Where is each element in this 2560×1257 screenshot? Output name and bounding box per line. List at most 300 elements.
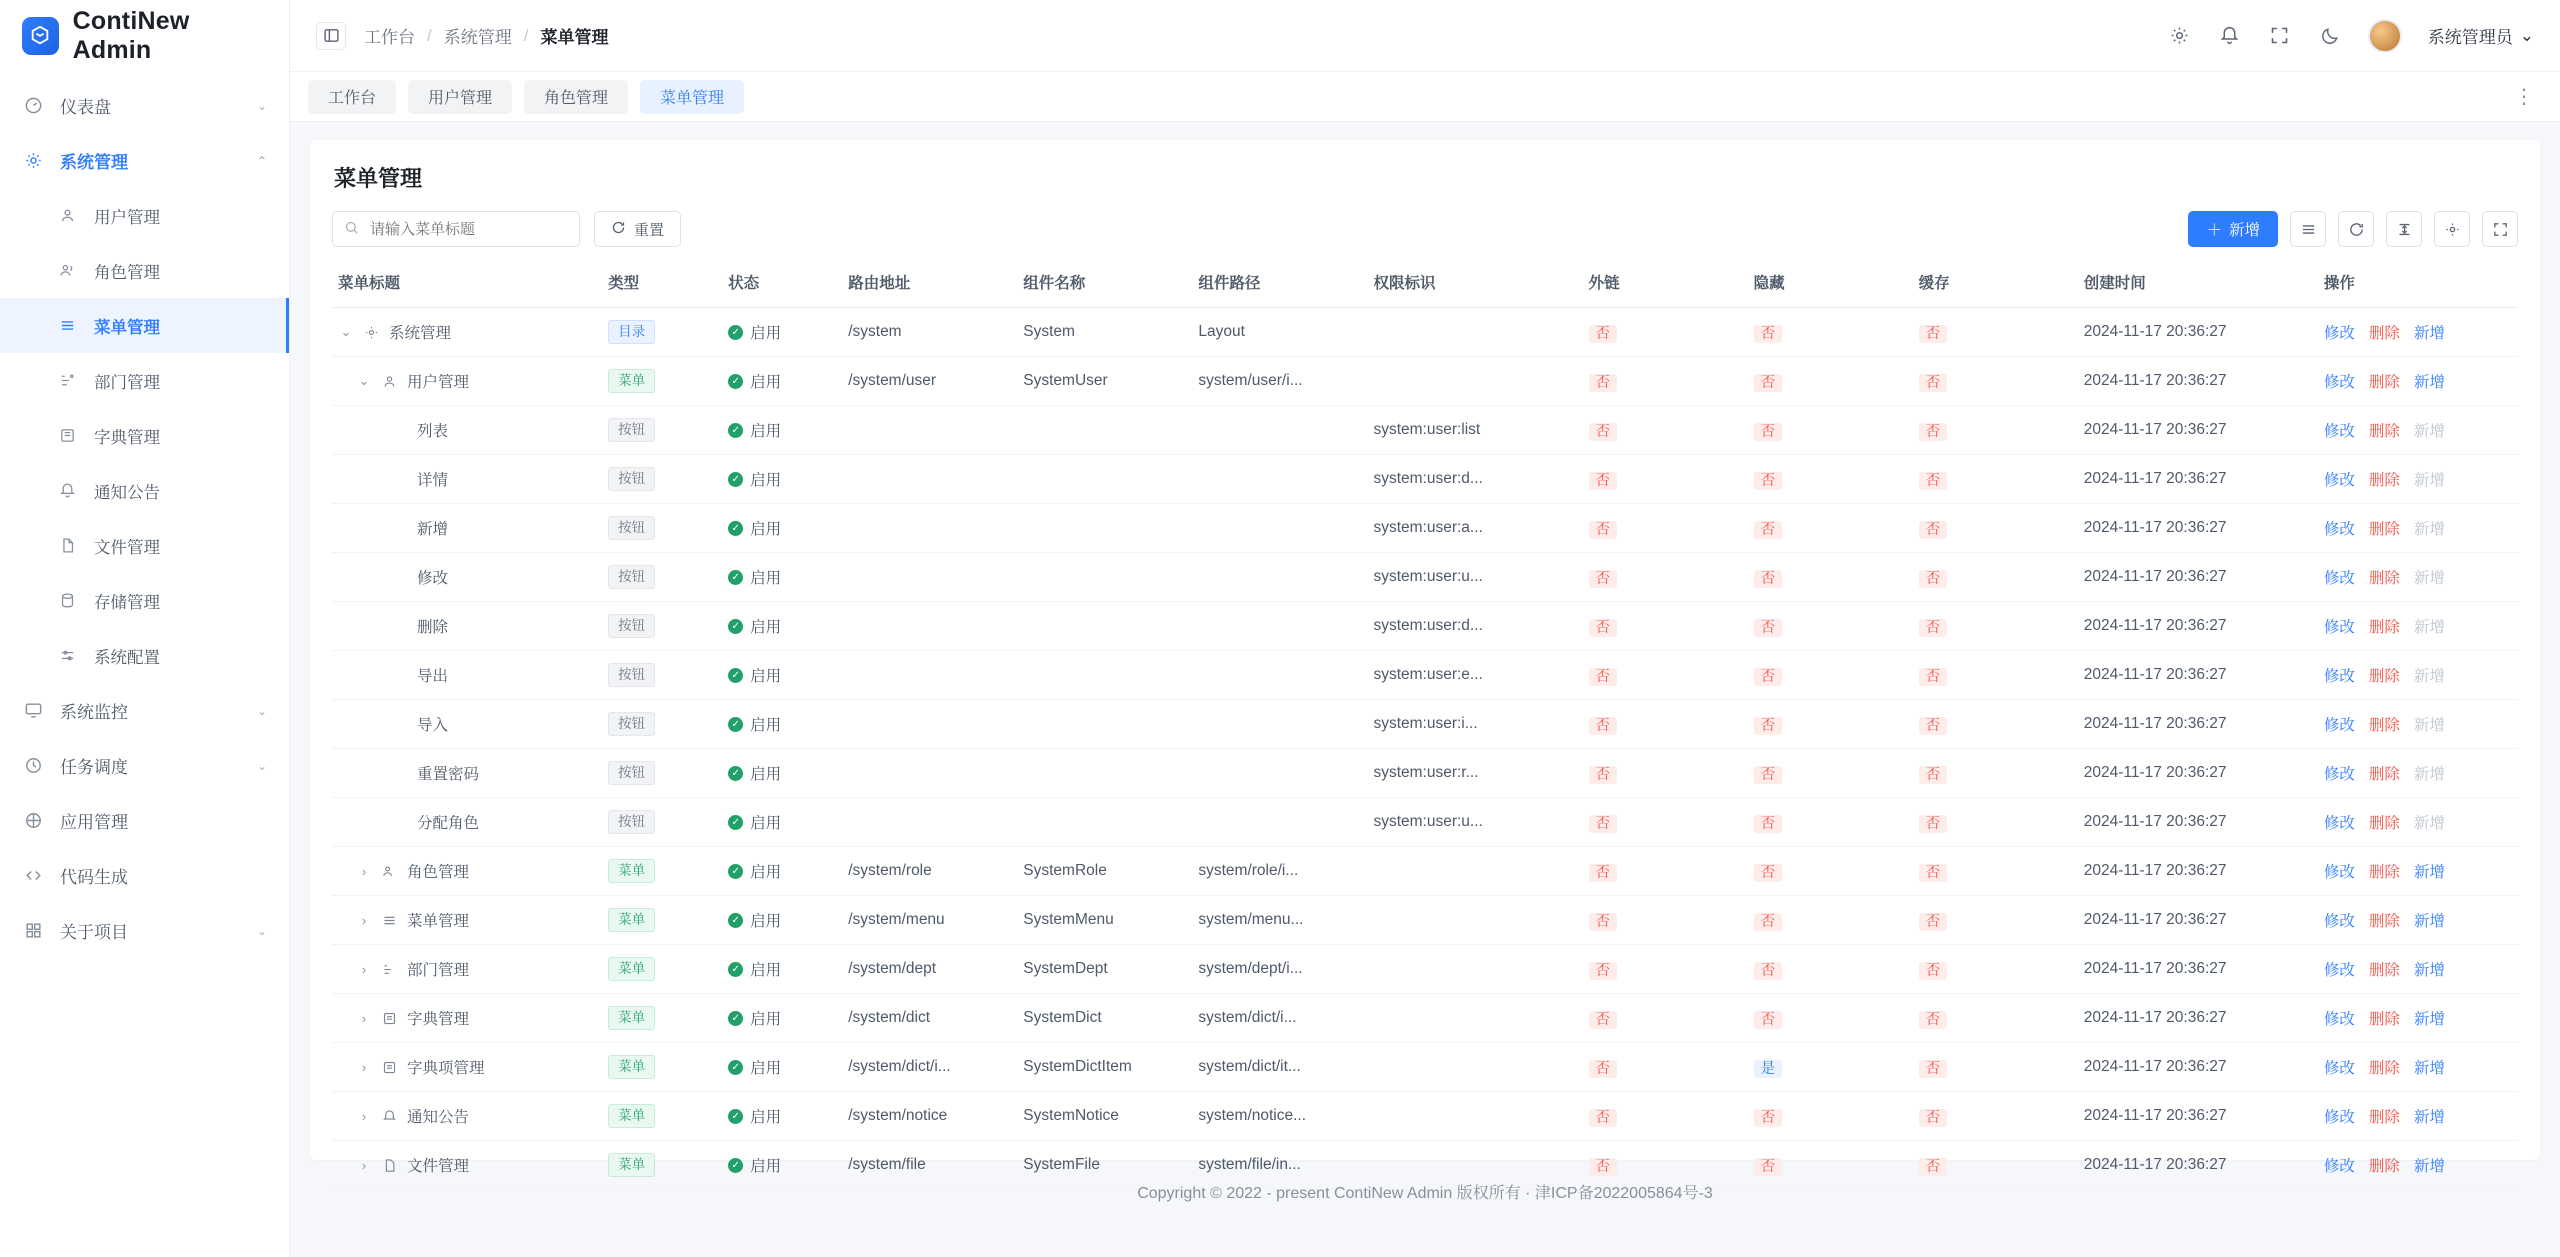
- delete-link[interactable]: 删除: [2368, 1158, 2400, 1175]
- menu-icon: [381, 913, 398, 928]
- cell-status: [722, 1043, 842, 1092]
- cell-permission: system:user:a...: [1367, 504, 1582, 553]
- cell-external: 否: [1583, 896, 1748, 945]
- dark-mode-icon[interactable]: [2318, 24, 2342, 48]
- collapse-sidebar-icon[interactable]: [316, 22, 346, 50]
- cell-permission: [1367, 945, 1582, 994]
- add-link: 新增: [2413, 570, 2445, 587]
- tab-bar: [290, 72, 2560, 122]
- menu-title-label: 字典管理: [407, 1011, 470, 1028]
- edit-link[interactable]: 修改: [2323, 962, 2355, 979]
- cell-status: [722, 1092, 842, 1141]
- table-row[interactable]: [332, 357, 2518, 406]
- sidebar-item-role-management[interactable]: [0, 243, 289, 298]
- menu-title-label: 删除: [417, 619, 449, 636]
- sidebar-item-label: 系统管理: [60, 153, 128, 172]
- delete-link[interactable]: 删除: [2368, 472, 2400, 489]
- cell-permission: [1367, 1092, 1582, 1141]
- delete-link[interactable]: 删除: [2368, 325, 2400, 342]
- grid-icon: [22, 921, 44, 940]
- cell-hidden: 否: [1748, 406, 1913, 455]
- chevron-down-icon[interactable]: ⌄: [358, 373, 370, 388]
- cell-component-name: SystemNotice: [1017, 1092, 1192, 1141]
- edit-link[interactable]: 修改: [2323, 374, 2355, 391]
- cell-title: [332, 896, 602, 945]
- cell-type: [602, 700, 722, 749]
- table-header: [332, 257, 2518, 308]
- cell-route: /system/notice: [842, 1092, 1017, 1141]
- cell-create-time: 2024-11-17 20:36:27: [2078, 945, 2318, 994]
- more-vertical-icon[interactable]: ⋮: [2514, 86, 2536, 108]
- cell-external: 否: [1583, 1092, 1748, 1141]
- status-label: 启用: [750, 766, 782, 783]
- cell-permission: system:user:e...: [1367, 651, 1582, 700]
- cell-type: [602, 994, 722, 1043]
- sidebar-item-notice[interactable]: [0, 463, 289, 518]
- add-link: 新增: [2413, 815, 2445, 832]
- cell-route: /system/role: [842, 847, 1017, 896]
- cell-permission: system:user:d...: [1367, 455, 1582, 504]
- menu-title-label: 分配角色: [417, 815, 480, 832]
- cell-type: [602, 749, 722, 798]
- status-ok-icon: ✓: [728, 1158, 743, 1173]
- edit-link[interactable]: 修改: [2323, 717, 2355, 734]
- chevron-right-icon[interactable]: ›: [361, 961, 367, 977]
- col-route: 路由地址: [842, 257, 1017, 308]
- cell-title: [332, 847, 602, 896]
- brand-name: ContiNew Admin: [72, 7, 190, 64]
- type-badge: 按钮: [608, 614, 655, 638]
- bell-icon: [381, 1109, 398, 1124]
- cell-title: [332, 553, 602, 602]
- table-row[interactable]: [332, 651, 2518, 700]
- cell-type: [602, 357, 722, 406]
- add-link[interactable]: 新增: [2413, 1109, 2445, 1126]
- delete-link[interactable]: 删除: [2368, 815, 2400, 832]
- table-row[interactable]: [332, 1043, 2518, 1092]
- refresh-icon: [611, 220, 626, 239]
- type-badge: 菜单: [608, 859, 655, 883]
- fullscreen-icon[interactable]: [2268, 24, 2292, 48]
- bell-icon[interactable]: [2218, 24, 2242, 48]
- table-row[interactable]: [332, 798, 2518, 847]
- breadcrumb-separator: /: [427, 25, 432, 45]
- cell-status: [722, 945, 842, 994]
- breadcrumb-item-1[interactable]: 系统管理: [443, 28, 512, 47]
- table-row[interactable]: [332, 455, 2518, 504]
- table-row[interactable]: [332, 308, 2518, 357]
- col-status: 状态: [722, 257, 842, 308]
- sidebar-item-label: 应用管理: [60, 813, 128, 832]
- delete-link[interactable]: 删除: [2368, 374, 2400, 391]
- edit-link[interactable]: 修改: [2323, 766, 2355, 783]
- toolbar-right: [2188, 211, 2518, 247]
- col-permission: 权限标识: [1367, 257, 1582, 308]
- cell-hidden: 是: [1748, 1043, 1913, 1092]
- cell-route: /system/user: [842, 357, 1017, 406]
- sidebar-item-user-management[interactable]: [0, 188, 289, 243]
- add-link[interactable]: 新增: [2413, 325, 2445, 342]
- chevron-up-icon: ⌃: [256, 153, 267, 168]
- cell-operations: [2318, 651, 2518, 700]
- status-ok-icon: ✓: [728, 1011, 743, 1026]
- cell-component-name: [1017, 749, 1192, 798]
- sidebar-item-label: 关于项目: [60, 923, 128, 942]
- edit-link[interactable]: 修改: [2323, 325, 2355, 342]
- status-ok-icon: ✓: [728, 668, 743, 683]
- table-row[interactable]: [332, 945, 2518, 994]
- cell-type: [602, 308, 722, 357]
- cell-create-time: 2024-11-17 20:36:27: [2078, 406, 2318, 455]
- table-row[interactable]: [332, 1092, 2518, 1141]
- clock-icon: [22, 756, 44, 775]
- status-ok-icon: ✓: [728, 1060, 743, 1075]
- sidebar-item-task-scheduler[interactable]: [0, 738, 289, 793]
- cell-permission: [1367, 847, 1582, 896]
- sidebar-item-dashboard[interactable]: [0, 78, 289, 133]
- table-row[interactable]: [332, 847, 2518, 896]
- column-height-icon[interactable]: [2386, 211, 2422, 247]
- type-badge: 按钮: [608, 712, 655, 736]
- delete-link[interactable]: 删除: [2368, 766, 2400, 783]
- cell-title: [332, 700, 602, 749]
- avatar[interactable]: [2368, 19, 2402, 53]
- cell-hidden: 否: [1748, 308, 1913, 357]
- sidebar-item-system[interactable]: [0, 133, 289, 188]
- chevron-right-icon[interactable]: ›: [361, 1010, 367, 1026]
- menu-title-label: 修改: [417, 570, 449, 587]
- status-ok-icon: ✓: [728, 864, 743, 879]
- code-icon: [22, 866, 44, 885]
- footer: Copyright © 2022 - present ContiNew Admin 版权所有 · 津ICP备2022005864号-3: [1137, 1184, 1713, 1202]
- cell-cache: 否: [1913, 749, 2078, 798]
- apps-icon: [22, 811, 44, 830]
- status-label: 启用: [750, 1109, 782, 1126]
- edit-link[interactable]: 修改: [2323, 570, 2355, 587]
- cell-cache: 否: [1913, 651, 2078, 700]
- reset-button[interactable]: [594, 211, 681, 247]
- add-link[interactable]: 新增: [2413, 913, 2445, 930]
- cell-permission: system:user:u...: [1367, 553, 1582, 602]
- add-link[interactable]: 新增: [2413, 1060, 2445, 1077]
- cell-cache: 否: [1913, 504, 2078, 553]
- table-row[interactable]: [332, 994, 2518, 1043]
- edit-link[interactable]: 修改: [2323, 1011, 2355, 1028]
- cell-component-name: SystemRole: [1017, 847, 1192, 896]
- cell-title: [332, 798, 602, 847]
- search-box[interactable]: [332, 211, 580, 247]
- cell-create-time: 2024-11-17 20:36:27: [2078, 994, 2318, 1043]
- delete-link[interactable]: 删除: [2368, 913, 2400, 930]
- sidebar-item-system-monitor[interactable]: [0, 683, 289, 738]
- cell-status: [722, 504, 842, 553]
- cell-cache: 否: [1913, 945, 2078, 994]
- delete-link[interactable]: 删除: [2368, 1060, 2400, 1077]
- user-name-label: 系统管理员: [2427, 28, 2513, 47]
- menu-title-label: 导出: [417, 668, 449, 685]
- fullscreen-icon[interactable]: [2482, 211, 2518, 247]
- menu-table: [332, 257, 2518, 1190]
- delete-link[interactable]: 删除: [2368, 717, 2400, 734]
- chevron-right-icon[interactable]: ›: [361, 863, 367, 879]
- cell-component-name: [1017, 504, 1192, 553]
- cell-component-name: SystemUser: [1017, 357, 1192, 406]
- edit-link[interactable]: 修改: [2323, 472, 2355, 489]
- cell-operations: [2318, 553, 2518, 602]
- add-link[interactable]: 新增: [2413, 864, 2445, 881]
- cell-create-time: 2024-11-17 20:36:27: [2078, 798, 2318, 847]
- col-title: 菜单标题: [332, 257, 602, 308]
- cell-cache: 否: [1913, 798, 2078, 847]
- cell-cache: 否: [1913, 553, 2078, 602]
- table-header-row: [332, 257, 2518, 308]
- tab-workbench[interactable]: 工作台: [308, 80, 396, 114]
- cell-type: [602, 406, 722, 455]
- sidebar-item-app-management[interactable]: [0, 793, 289, 848]
- cell-component-name: SystemMenu: [1017, 896, 1192, 945]
- add-button[interactable]: [2188, 211, 2278, 247]
- settings-icon[interactable]: [2434, 211, 2470, 247]
- status-ok-icon: ✓: [728, 521, 743, 536]
- type-badge: 菜单: [608, 908, 655, 932]
- cell-status: [722, 651, 842, 700]
- sidebar-menu: [0, 78, 289, 1257]
- cell-external: 否: [1583, 651, 1748, 700]
- delete-link[interactable]: 删除: [2368, 962, 2400, 979]
- chevron-right-icon[interactable]: ›: [361, 1059, 367, 1075]
- top-bar-actions: [2168, 19, 2534, 53]
- cell-create-time: 2024-11-17 20:36:27: [2078, 896, 2318, 945]
- edit-link[interactable]: 修改: [2323, 1158, 2355, 1175]
- cell-cache: 否: [1913, 700, 2078, 749]
- type-badge: 按钮: [608, 565, 655, 589]
- search-icon: [344, 220, 359, 239]
- cell-title: [332, 455, 602, 504]
- status-ok-icon: ✓: [728, 570, 743, 585]
- add-link[interactable]: 新增: [2413, 962, 2445, 979]
- delete-link[interactable]: 删除: [2368, 423, 2400, 440]
- table-row[interactable]: [332, 504, 2518, 553]
- cell-component-path: Layout: [1192, 308, 1367, 357]
- cell-external: 否: [1583, 1141, 1748, 1190]
- brand-logo[interactable]: [0, 0, 289, 72]
- chevron-down-icon: ⌄: [2519, 25, 2534, 45]
- type-badge: 菜单: [608, 1153, 655, 1177]
- cell-hidden: 否: [1748, 455, 1913, 504]
- menu-title-label: 字典项管理: [407, 1060, 485, 1077]
- search-input[interactable]: [368, 220, 548, 239]
- cell-external: 否: [1583, 1043, 1748, 1092]
- type-badge: 按钮: [608, 761, 655, 785]
- add-link: 新增: [2413, 619, 2445, 636]
- cell-component-path: system/dept/i...: [1192, 945, 1367, 994]
- edit-link[interactable]: 修改: [2323, 619, 2355, 636]
- col-create-time: 创建时间: [2078, 257, 2318, 308]
- cell-component-name: [1017, 406, 1192, 455]
- type-badge: 目录: [608, 320, 655, 344]
- edit-link[interactable]: 修改: [2323, 423, 2355, 440]
- cell-permission: system:user:d...: [1367, 602, 1582, 651]
- table-row[interactable]: [332, 406, 2518, 455]
- chevron-right-icon[interactable]: ›: [361, 1157, 367, 1173]
- main-area: [290, 0, 2560, 1257]
- users-icon: [381, 864, 398, 879]
- status-label: 启用: [750, 619, 782, 636]
- status-label: 启用: [750, 864, 782, 881]
- cell-route: /system/menu: [842, 896, 1017, 945]
- cell-title: [332, 357, 602, 406]
- chevron-right-icon[interactable]: ›: [361, 1108, 367, 1124]
- gear-icon[interactable]: [2168, 24, 2192, 48]
- cell-route: [842, 455, 1017, 504]
- cell-operations: [2318, 1092, 2518, 1141]
- cell-permission: system:user:i...: [1367, 700, 1582, 749]
- cell-status: [722, 847, 842, 896]
- cell-external: 否: [1583, 504, 1748, 553]
- book-icon: [381, 1011, 398, 1026]
- cell-type: [602, 945, 722, 994]
- edit-link[interactable]: 修改: [2323, 815, 2355, 832]
- book-icon: [381, 1060, 398, 1075]
- cell-component-name: SystemDictItem: [1017, 1043, 1192, 1092]
- sidebar-item-about[interactable]: [0, 903, 289, 958]
- gear-icon: [22, 151, 44, 170]
- cell-title: [332, 651, 602, 700]
- cell-route: [842, 406, 1017, 455]
- status-label: 启用: [750, 570, 782, 587]
- chevron-down-icon[interactable]: ⌄: [340, 324, 352, 339]
- cell-external: 否: [1583, 455, 1748, 504]
- sidebar-item-label: 字典管理: [94, 428, 160, 447]
- cell-hidden: 否: [1748, 749, 1913, 798]
- cell-component-path: system/role/i...: [1192, 847, 1367, 896]
- cell-type: [602, 1092, 722, 1141]
- table-row[interactable]: [332, 553, 2518, 602]
- breadcrumb-separator: /: [523, 25, 529, 45]
- cell-route: /system/dept: [842, 945, 1017, 994]
- cell-operations: [2318, 1043, 2518, 1092]
- add-label: 新增: [2228, 222, 2260, 239]
- cell-component-name: [1017, 700, 1192, 749]
- cell-component-path: system/file/in...: [1192, 1141, 1367, 1190]
- cell-permission: [1367, 994, 1582, 1043]
- status-label: 启用: [750, 325, 782, 342]
- file-icon: [56, 537, 78, 554]
- sidebar-item-storage-management[interactable]: [0, 573, 289, 628]
- cell-component-name: System: [1017, 308, 1192, 357]
- sidebar-item-dict-management[interactable]: [0, 408, 289, 463]
- user-icon: [56, 207, 78, 224]
- table-body: [332, 308, 2518, 1190]
- tab-role-management[interactable]: 角色管理: [524, 80, 628, 114]
- table-row[interactable]: [332, 602, 2518, 651]
- dashboard-icon: [22, 96, 44, 115]
- cell-title: [332, 308, 602, 357]
- delete-link[interactable]: 删除: [2368, 1109, 2400, 1126]
- cell-permission: [1367, 357, 1582, 406]
- table-row[interactable]: [332, 749, 2518, 798]
- status-label: 启用: [750, 423, 782, 440]
- cell-component-name: SystemFile: [1017, 1141, 1192, 1190]
- breadcrumb-item-0[interactable]: 工作台: [364, 28, 415, 47]
- delete-link[interactable]: 删除: [2368, 521, 2400, 538]
- sidebar-item-system-config[interactable]: [0, 628, 289, 683]
- cell-operations: [2318, 749, 2518, 798]
- table-row[interactable]: [332, 896, 2518, 945]
- add-link[interactable]: 新增: [2413, 374, 2445, 391]
- status-label: 启用: [750, 717, 782, 734]
- tab-menu-management[interactable]: 菜单管理: [640, 80, 744, 114]
- cell-external: 否: [1583, 994, 1748, 1043]
- add-link[interactable]: 新增: [2413, 1158, 2445, 1175]
- status-label: 启用: [750, 1158, 782, 1175]
- cell-status: [722, 308, 842, 357]
- sidebar-item-menu-management[interactable]: [0, 298, 289, 353]
- delete-link[interactable]: 删除: [2368, 619, 2400, 636]
- sidebar-item-label: 菜单管理: [94, 318, 160, 337]
- delete-link[interactable]: 删除: [2368, 668, 2400, 685]
- cell-component-path: system/dict/it...: [1192, 1043, 1367, 1092]
- cell-route: [842, 602, 1017, 651]
- cell-status: [722, 994, 842, 1043]
- edit-link[interactable]: 修改: [2323, 521, 2355, 538]
- sidebar-item-label: 仪表盘: [60, 98, 111, 117]
- list-view-icon[interactable]: [2290, 211, 2326, 247]
- tab-user-management[interactable]: 用户管理: [408, 80, 512, 114]
- menu-title-label: 详情: [417, 472, 449, 489]
- status-ok-icon: ✓: [728, 619, 743, 634]
- cell-route: /system: [842, 308, 1017, 357]
- cell-external: 否: [1583, 553, 1748, 602]
- cell-create-time: 2024-11-17 20:36:27: [2078, 700, 2318, 749]
- delete-link[interactable]: 删除: [2368, 570, 2400, 587]
- sidebar-item-file-management[interactable]: [0, 518, 289, 573]
- sidebar-item-dept-management[interactable]: [0, 353, 289, 408]
- chevron-down-icon: ⌄: [256, 923, 267, 938]
- sidebar-item-code-generator[interactable]: [0, 848, 289, 903]
- type-badge: 菜单: [608, 957, 655, 981]
- cell-type: [602, 847, 722, 896]
- sidebar-item-label: 存储管理: [94, 593, 160, 612]
- monitor-icon: [22, 701, 44, 720]
- edit-link[interactable]: 修改: [2323, 1109, 2355, 1126]
- cell-external: 否: [1583, 847, 1748, 896]
- edit-link[interactable]: 修改: [2323, 668, 2355, 685]
- cell-operations: [2318, 308, 2518, 357]
- cell-hidden: 否: [1748, 602, 1913, 651]
- cell-component-path: [1192, 602, 1367, 651]
- table-row[interactable]: [332, 700, 2518, 749]
- menu-title-label: 系统管理: [389, 325, 452, 342]
- sidebar-item-label: 通知公告: [94, 483, 160, 502]
- users-icon: [56, 262, 78, 279]
- cell-status: [722, 896, 842, 945]
- delete-link[interactable]: 删除: [2368, 864, 2400, 881]
- cell-operations: [2318, 798, 2518, 847]
- chevron-right-icon[interactable]: ›: [361, 912, 367, 928]
- edit-link[interactable]: 修改: [2323, 864, 2355, 881]
- refresh-icon[interactable]: [2338, 211, 2374, 247]
- edit-link[interactable]: 修改: [2323, 913, 2355, 930]
- cell-route: [842, 798, 1017, 847]
- add-link[interactable]: 新增: [2413, 1011, 2445, 1028]
- cell-permission: system:user:r...: [1367, 749, 1582, 798]
- delete-link[interactable]: 删除: [2368, 1011, 2400, 1028]
- user-menu[interactable]: [2428, 23, 2534, 48]
- cell-status: [722, 798, 842, 847]
- edit-link[interactable]: 修改: [2323, 1060, 2355, 1077]
- cell-component-path: system/notice...: [1192, 1092, 1367, 1141]
